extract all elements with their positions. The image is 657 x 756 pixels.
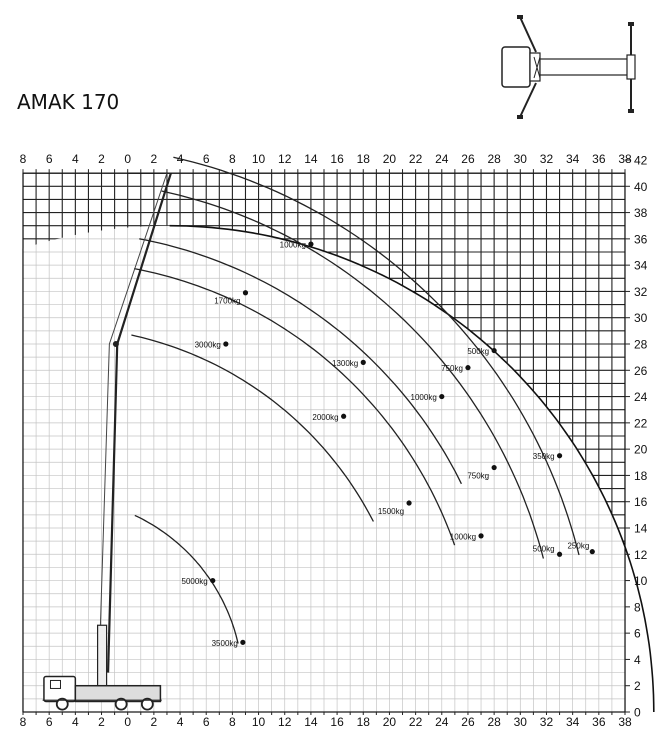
x-tick-label-bottom: 8: [19, 715, 27, 729]
load-point-label: 3500kg: [211, 638, 238, 648]
outrigger-leg: [520, 83, 536, 117]
x-tick-label-bottom: 30: [513, 715, 527, 729]
y-tick-label: 24: [634, 390, 648, 405]
x-tick-label-top: 34: [565, 152, 580, 167]
load-point-marker: [308, 242, 313, 247]
x-tick-label-bottom: 24: [435, 715, 449, 729]
x-tick-label-bottom: 2: [150, 715, 158, 729]
x-tick-label-top: 12: [278, 152, 292, 167]
y-tick-label: 42: [634, 153, 648, 168]
load-point-marker: [361, 360, 366, 365]
y-tick-label: 32: [634, 284, 648, 299]
x-tick-label-bottom: 34: [565, 715, 580, 729]
x-tick-label-bottom: 0: [124, 715, 132, 729]
x-tick-label-top: 28: [487, 152, 501, 167]
load-point-label: 3000kg: [194, 340, 221, 350]
x-tick-label-bottom: 4: [72, 715, 79, 729]
load-point-marker: [465, 365, 470, 370]
y-tick-label: 40: [634, 179, 648, 194]
load-point-label: 1000kg: [449, 532, 477, 542]
x-tick-label-bottom: 6: [45, 715, 53, 729]
x-tick-label-bottom: 8: [229, 715, 236, 729]
x-tick-label-bottom: 6: [202, 715, 210, 729]
load-point-marker: [557, 552, 562, 557]
x-tick-label-top: 8: [19, 152, 27, 167]
x-tick-label-top: 24: [435, 152, 449, 167]
load-point-marker: [590, 549, 595, 554]
x-tick-label-top: 22: [408, 152, 423, 167]
y-tick-label: 16: [634, 495, 648, 510]
x-tick-label-bottom: 32: [539, 715, 554, 729]
load-point-label: 500kg: [532, 544, 555, 554]
load-point-marker: [439, 394, 444, 399]
y-tick-label: 28: [634, 337, 648, 352]
chart-title: AMAK 170: [17, 90, 120, 114]
load-point: [450, 532, 484, 541]
x-tick-label-bottom: 28: [487, 715, 501, 729]
load-point-marker: [210, 578, 215, 583]
top-view-body: [540, 59, 628, 75]
load-point: [332, 359, 366, 368]
load-point-label: 1000kg: [279, 240, 306, 250]
x-tick-label-bottom: 18: [356, 715, 370, 729]
restricted-zone: [23, 173, 654, 712]
x-tick-label-top: 10: [251, 152, 266, 167]
x-tick-label-top: 30: [513, 152, 527, 167]
load-point-label: 1500kg: [377, 507, 405, 517]
x-tick-label-top: 32: [539, 152, 554, 167]
load-point-label: 1300kg: [332, 358, 359, 368]
y-tick-label: 22: [634, 416, 648, 431]
y-tick-label: 14: [634, 521, 648, 536]
y-tick-label: 2: [634, 679, 641, 694]
load-curve: [134, 269, 455, 546]
load-point-marker: [557, 453, 562, 458]
y-tick-label: 6: [634, 626, 641, 641]
y-tick-label: 10: [634, 574, 648, 589]
y-tick-label: 34: [634, 258, 648, 273]
top-view-turret: [530, 53, 540, 81]
load-point-label: 750kg: [441, 364, 463, 374]
load-point-label: 500kg: [467, 347, 490, 357]
load-point-label: 2000kg: [312, 412, 339, 422]
y-tick-label: 26: [634, 363, 648, 378]
x-tick-label-top: 4: [72, 152, 79, 167]
load-point-label: 1000kg: [410, 393, 437, 403]
x-tick-label-top: 20: [382, 152, 397, 167]
load-point: [567, 542, 594, 555]
load-point: [378, 500, 412, 516]
outrigger-pad: [628, 109, 634, 113]
x-tick-label-top: 16: [330, 152, 344, 167]
load-point-marker: [341, 414, 346, 419]
load-point-marker: [240, 640, 245, 645]
outrigger-pad: [517, 115, 523, 119]
outrigger-box: [627, 55, 635, 79]
load-point-marker: [492, 465, 497, 470]
load-point-marker: [243, 290, 248, 295]
load-point: [533, 544, 562, 557]
x-tick-label-top: 8: [229, 152, 236, 167]
x-tick-label-bottom: 2: [98, 715, 105, 729]
boom-base-column: [98, 625, 107, 685]
outrigger-pad: [628, 22, 634, 26]
boom-joint: [113, 341, 119, 347]
x-tick-label-bottom: 38: [618, 715, 632, 729]
load-curve: [162, 191, 544, 559]
x-tick-label-bottom: 36: [592, 715, 606, 729]
x-tick-label-top: 26: [461, 152, 475, 167]
x-tick-label-top: 6: [202, 152, 210, 167]
x-tick-label-top: 38: [618, 152, 632, 167]
x-tick-label-bottom: 12: [278, 715, 292, 729]
load-point-marker: [223, 341, 228, 346]
load-point-marker: [492, 348, 497, 353]
envelope-arc: [170, 226, 654, 712]
load-point-marker: [478, 533, 483, 538]
load-point: [411, 393, 445, 402]
x-tick-label-top: 2: [150, 152, 158, 167]
outrigger-pad: [517, 15, 523, 19]
x-tick-label-bottom: 22: [408, 715, 423, 729]
x-tick-label-top: 18: [356, 152, 370, 167]
load-point-label: 1700kg: [214, 296, 241, 306]
load-point: [312, 413, 346, 422]
y-tick-label: 20: [634, 442, 648, 457]
y-tick-label: 36: [634, 232, 648, 247]
load-curve: [139, 239, 461, 484]
x-tick-label-top: 36: [592, 152, 606, 167]
y-tick-label: 0: [634, 705, 641, 720]
load-point: [533, 452, 562, 461]
grid: [23, 173, 625, 712]
x-tick-label-top: 6: [45, 152, 53, 167]
y-tick-label: 4: [634, 652, 641, 667]
x-tick-label-top: 4: [176, 152, 184, 167]
load-point: [182, 577, 216, 586]
y-tick-label: 38: [634, 206, 648, 221]
x-tick-label-bottom: 4: [176, 715, 184, 729]
outrigger-top-view-icon: [502, 15, 635, 119]
y-tick-label: 8: [634, 600, 641, 615]
truck-window: [50, 680, 60, 688]
load-point: [195, 341, 229, 350]
boom: [98, 173, 171, 686]
y-tick-label: 30: [634, 311, 648, 326]
x-tick-label-bottom: 10: [251, 715, 266, 729]
top-view-cab: [502, 47, 530, 87]
x-tick-label-bottom: 16: [330, 715, 344, 729]
x-tick-label-top: 0: [124, 152, 132, 167]
load-point: [467, 465, 496, 481]
x-tick-label-bottom: 14: [304, 715, 318, 729]
load-point-label: 750kg: [467, 471, 490, 481]
y-tick-label: 18: [634, 468, 648, 483]
load-point-marker: [406, 500, 411, 505]
load-point: [441, 364, 470, 373]
x-tick-label-bottom: 26: [461, 715, 475, 729]
load-point-label: 5000kg: [181, 577, 208, 587]
load-point-label: 250kg: [567, 541, 590, 551]
x-tick-label-top: 2: [98, 152, 105, 167]
load-curves: [131, 157, 579, 643]
y-tick-label: 12: [634, 547, 648, 562]
x-tick-label-bottom: 20: [382, 715, 397, 729]
x-tick-label-top: 14: [304, 152, 318, 167]
load-point-label: 350kg: [532, 452, 555, 462]
